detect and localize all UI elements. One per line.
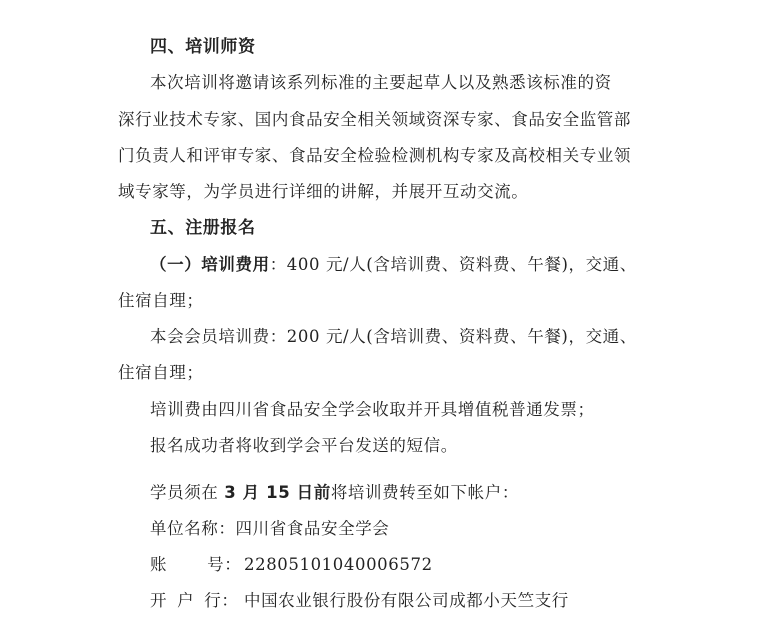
unit-value: 四川省食品安全学会 — [235, 519, 390, 538]
bank-line — [150, 589, 710, 613]
fee-label: （一）培训费用 — [150, 255, 270, 274]
invoice-line: 培训费由四川省食品安全学会收取并开具增值税普通发票； — [150, 400, 595, 419]
fee-line-2: 住宿自理； — [118, 291, 204, 310]
fee-text: ：400 元/人(含培训费、资料费、午餐)，交通、 — [269, 255, 637, 274]
deadline-date: 3 月 15 日前 — [224, 483, 331, 502]
deadline-prefix: 学员须在 — [150, 483, 225, 502]
section-4-para-line-3: 门负责人和评审专家、食品安全检验检测机构专家及高校相关专业领 — [118, 146, 631, 165]
account-value: 22805101040006572 — [244, 555, 433, 574]
unit-name-line — [150, 517, 710, 541]
member-fee-line-2: 住宿自理； — [118, 363, 204, 382]
account-line — [150, 553, 710, 577]
unit-label: 单位名称： — [150, 519, 236, 538]
bank-label: 开 户 行： — [150, 591, 239, 610]
fee-line-1 — [150, 253, 710, 277]
bank-value: 中国农业银行股份有限公司成都小天竺支行 — [244, 591, 569, 610]
deadline-line — [150, 481, 710, 505]
section-4-para-line-4: 域专家等，为学员进行详细的讲解，并展开互动交流。 — [118, 182, 529, 201]
deadline-suffix: 将培训费转至如下帐户： — [330, 483, 519, 502]
sms-line: 报名成功者将收到学会平台发送的短信。 — [150, 436, 458, 455]
section-4-para-line-2: 深行业技术专家、国内食品安全相关领域资深专家、食品安全监管部 — [118, 110, 631, 129]
member-fee-line-1: 本会会员培训费：200 元/人(含培训费、资料费、午餐)，交通、 — [150, 327, 637, 346]
section-4-para-line-1: 本次培训将邀请该系列标准的主要起草人以及熟悉该标准的资 — [150, 73, 612, 92]
section-5-title: 五、注册报名 — [150, 218, 256, 238]
account-label: 账 号： — [150, 555, 242, 574]
section-4-title: 四、培训师资 — [150, 37, 256, 57]
